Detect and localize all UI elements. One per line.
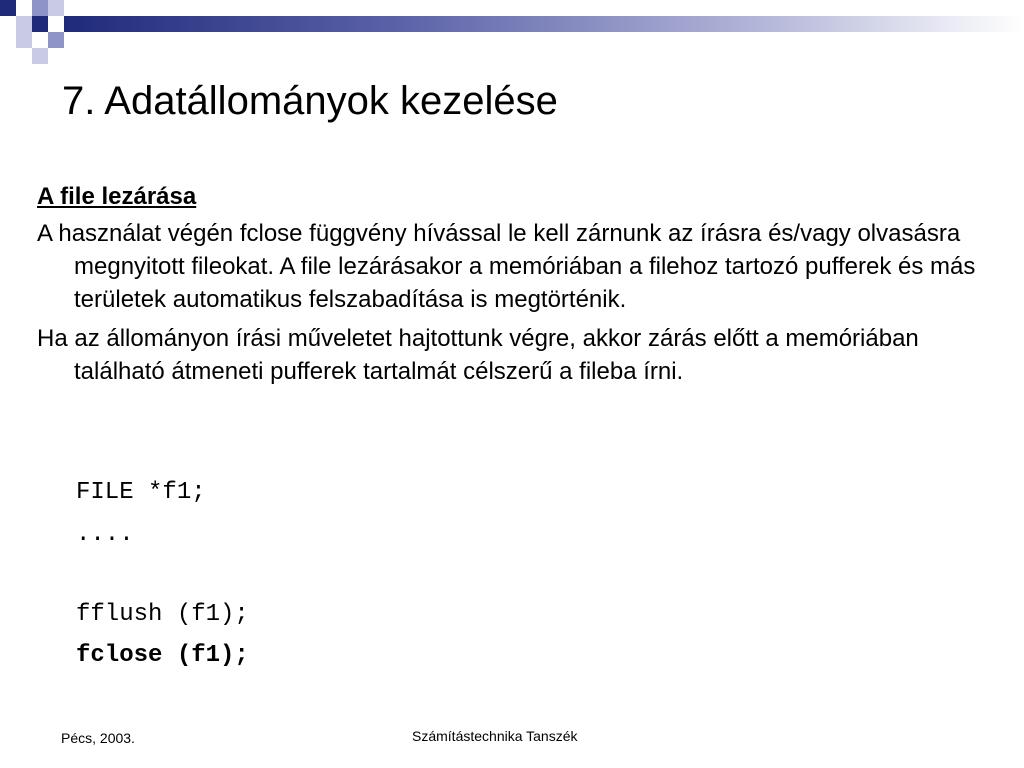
code-line-fflush: fflush (f1); [76,601,249,628]
paragraph-closing-files: A használat végén fclose függvény hívással le kell zárnunk az írásra és/vagy olvasásra megnyitott fileokat. A file lezárásakor a memóriában a filehoz tartozó pufferek és más területek automatikus felszabadítása is megtörténik. [37,220,976,313]
code-line-fclose: fclose (f1); [76,642,249,669]
header-gradient-bar [64,16,1024,32]
code-line-declaration: FILE *f1; [76,479,206,506]
section-subheading: A file lezárása [37,183,197,210]
decor-square [48,32,64,48]
decor-square [0,0,16,16]
decor-square [32,0,48,16]
code-line-ellipsis: .... [76,521,134,548]
footer-department: Számítástechnika Tanszék [412,728,578,744]
header-decoration [0,0,1024,64]
decor-square [32,48,48,64]
slide-title: 7. Adatállományok kezelése [62,79,558,123]
slide-body [37,180,1012,394]
footer-date: Pécs, 2003. [61,730,135,746]
decor-square [16,16,32,32]
decor-square [32,16,48,32]
paragraph-flush-buffers: Ha az állományon írási műveletet hajtottunk végre, akkor zárás előtt a memóriában található átmeneti pufferek tartalmát célszerű a fileba írni. [37,325,919,385]
decor-square [48,0,64,16]
decor-square [16,32,32,48]
